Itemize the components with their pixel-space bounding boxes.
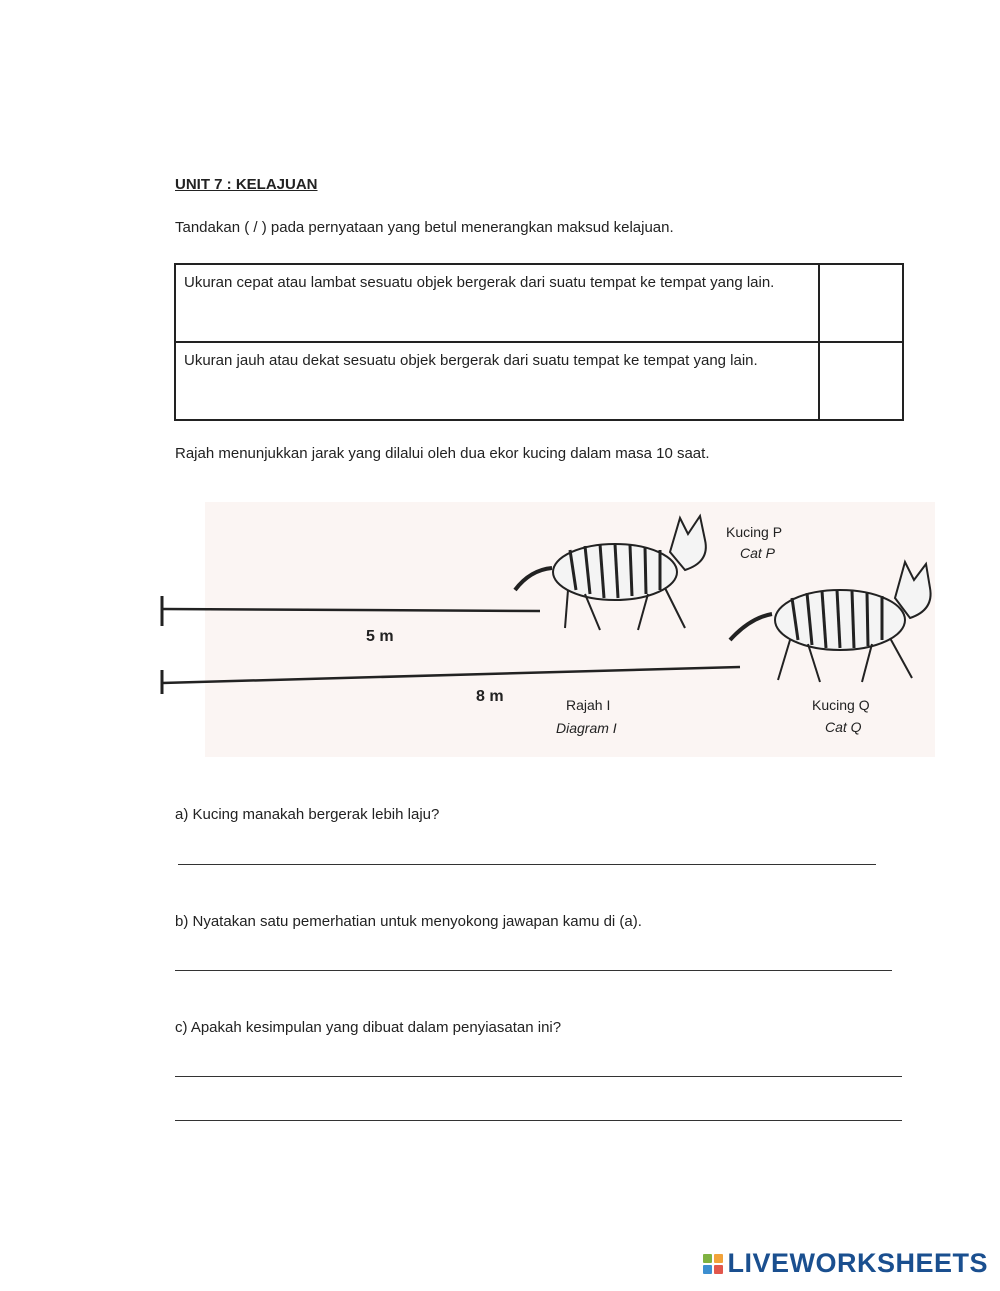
cat-q-label: Kucing Q	[812, 697, 870, 713]
liveworksheets-logo-icon	[703, 1254, 723, 1274]
diagram-description: Rajah menunjukkan jarak yang dilalui oleh dua ekor kucing dalam masa 10 saat.	[175, 445, 710, 462]
question-c: c) Apakah kesimpulan yang dibuat dalam penyiasatan ini?	[175, 1019, 562, 1036]
question-a: a) Kucing manakah bergerak lebih laju?	[175, 806, 440, 823]
diagram-caption: Rajah I	[566, 697, 611, 713]
cat-distance-diagram	[160, 490, 940, 770]
tick-box-1[interactable]	[819, 264, 903, 342]
tick-box-2[interactable]	[819, 342, 903, 420]
page-title: UNIT 7 : KELAJUAN	[175, 176, 318, 193]
answer-line-a[interactable]	[178, 864, 876, 865]
instruction-text: Tandakan ( / ) pada pernyataan yang betul menerangkan maksud kelajuan.	[175, 219, 674, 236]
question-b: b) Nyatakan satu pemerhatian untuk menyokong jawapan kamu di (a).	[175, 913, 642, 930]
cat-p-label: Kucing P	[726, 524, 783, 540]
answer-line-c1[interactable]	[175, 1076, 902, 1077]
table-row	[175, 342, 903, 420]
answer-line-b[interactable]	[175, 970, 892, 971]
distance-label-p: 5 m	[366, 628, 394, 645]
statement-table	[174, 263, 904, 421]
diagram-caption-en: Diagram I	[556, 720, 617, 736]
brand-name: LIVEWORKSHEETS	[727, 1248, 988, 1278]
liveworksheets-brand[interactable]	[703, 1248, 988, 1279]
distance-label-q: 8 m	[476, 688, 504, 705]
cat-q-label-en: Cat Q	[825, 719, 862, 735]
statement-2: Ukuran jauh atau dekat sesuatu objek bergerak dari suatu tempat ke tempat yang lain.	[175, 342, 819, 420]
table-row	[175, 264, 903, 342]
statement-1: Ukuran cepat atau lambat sesuatu objek bergerak dari suatu tempat ke tempat yang lain.	[175, 264, 819, 342]
cat-p-label-en: Cat P	[740, 545, 776, 561]
answer-line-c2[interactable]	[175, 1120, 902, 1121]
